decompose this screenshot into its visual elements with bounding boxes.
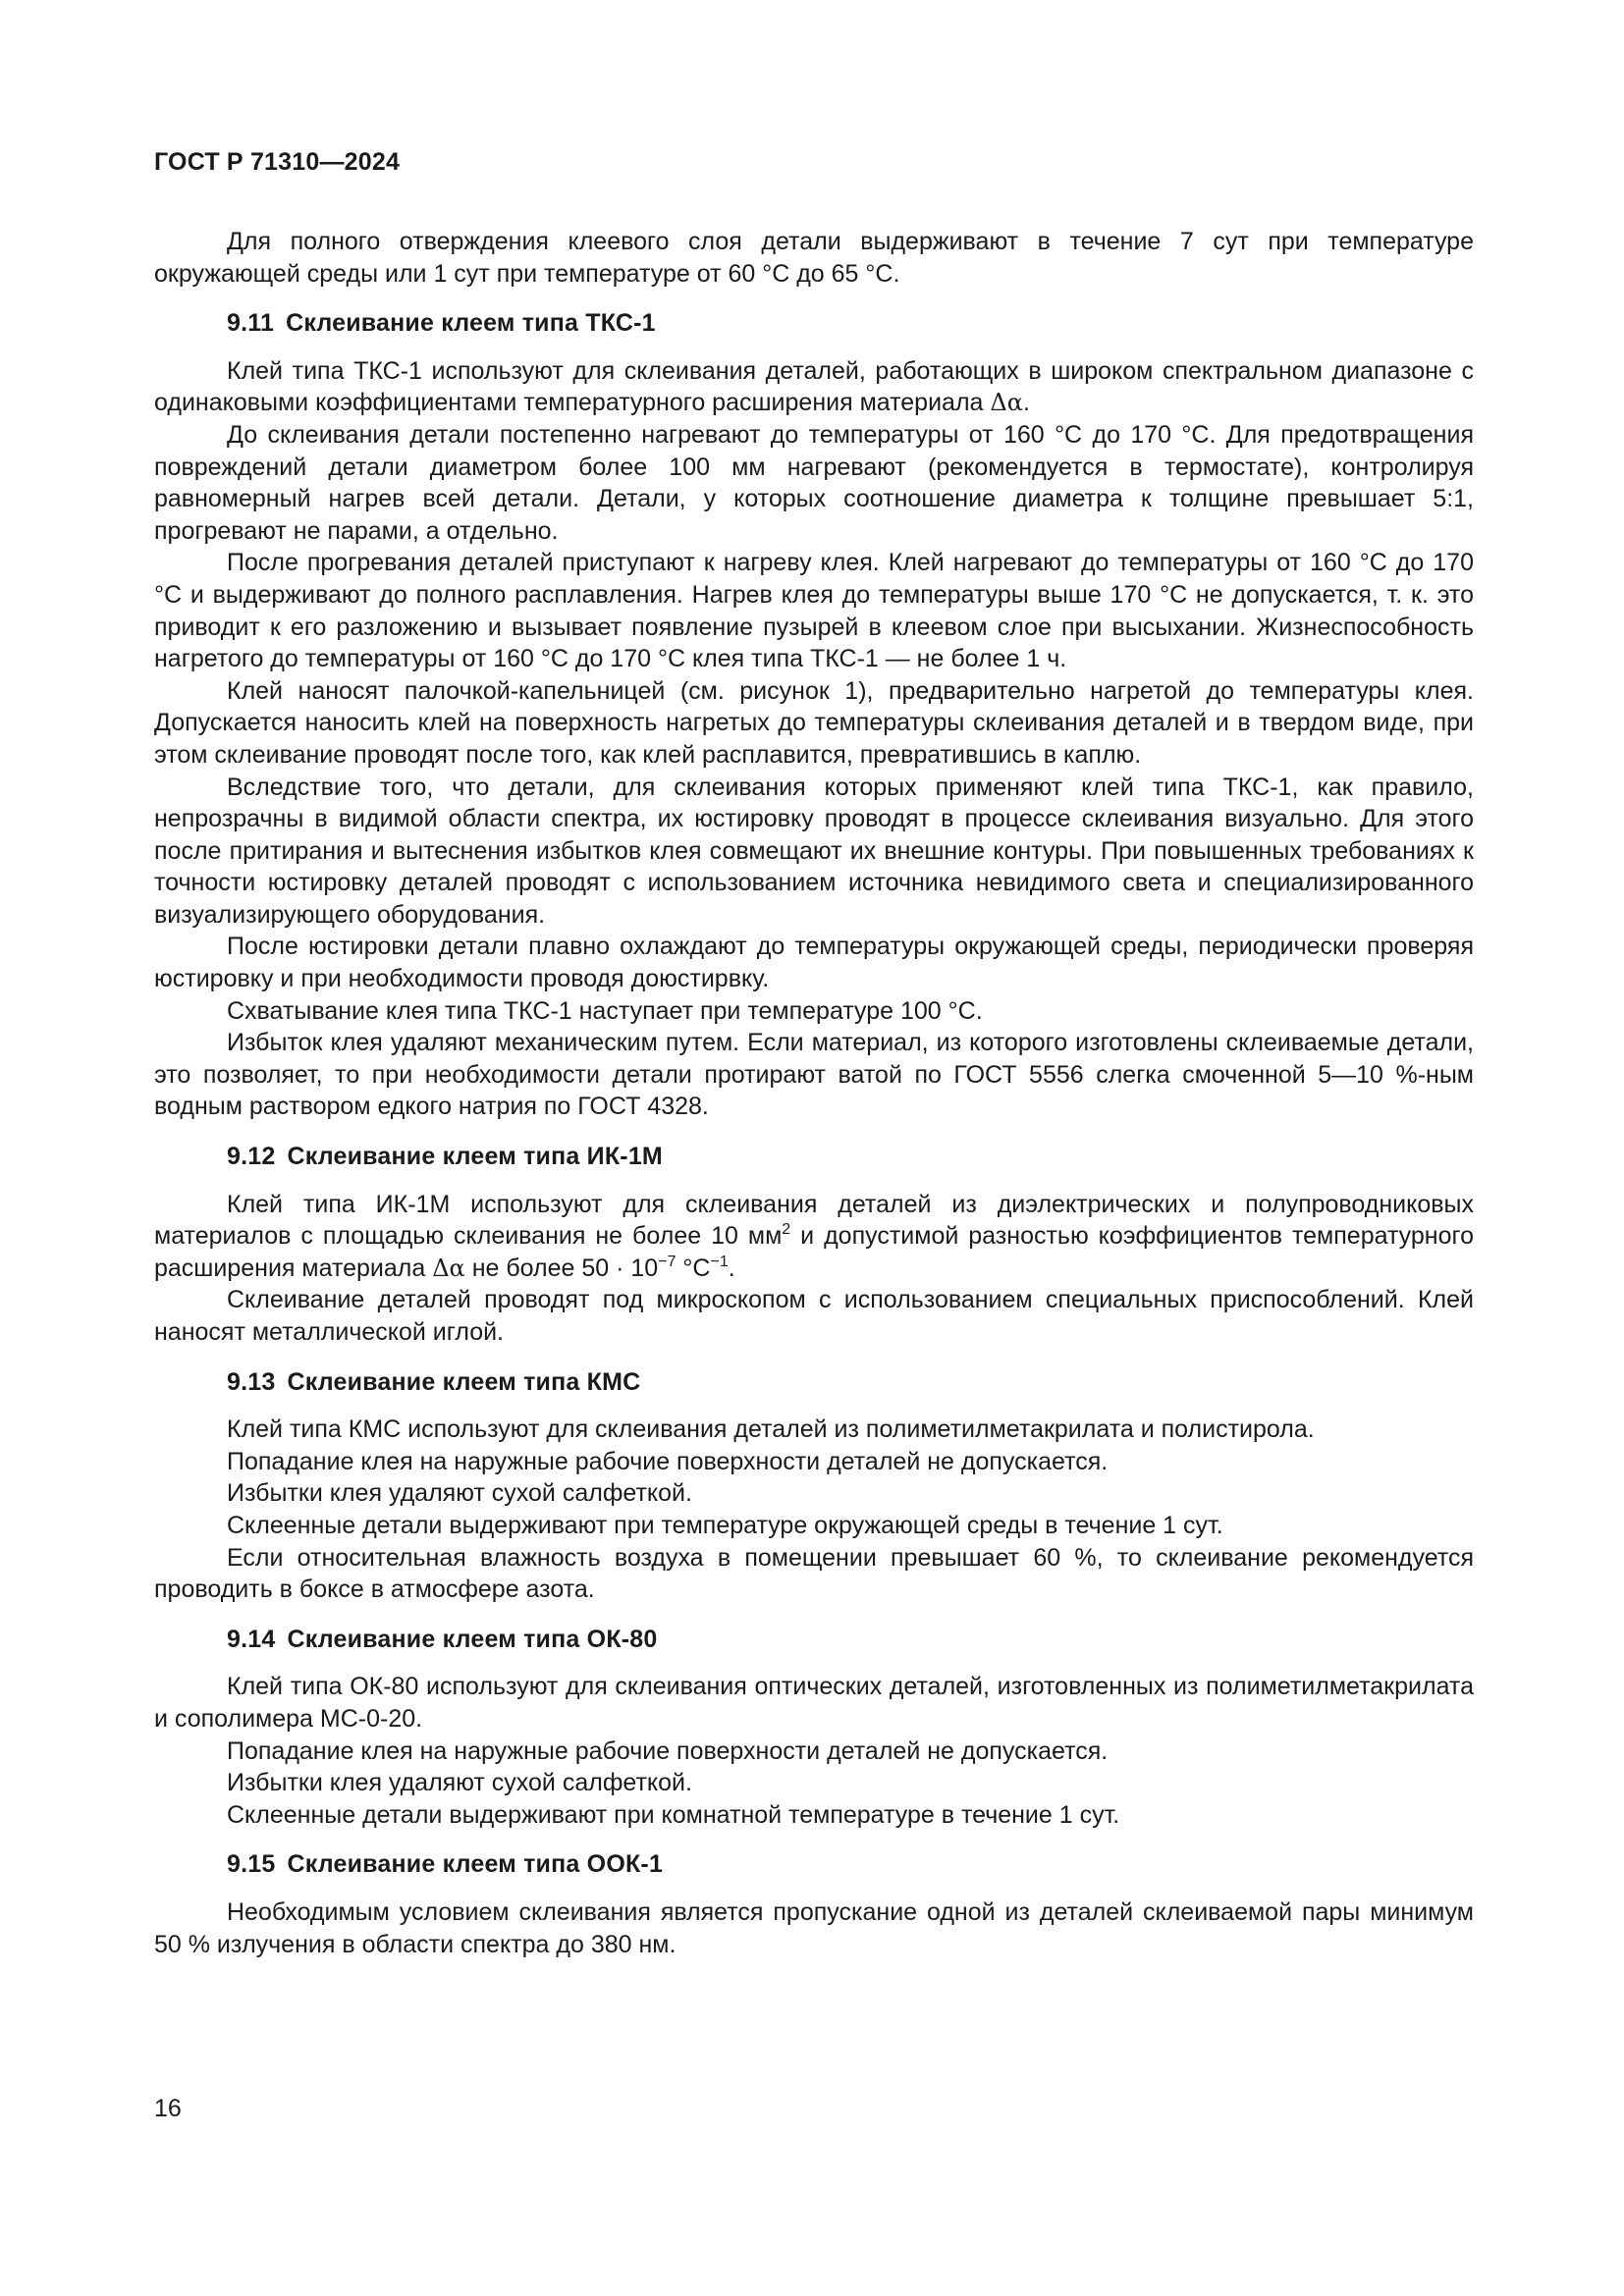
paragraph-text: и допустимой разностью коэффициентов температурного расширения материала: [154, 1222, 1474, 1282]
paragraph: Избытки клея удаляют сухой салфеткой.: [227, 1479, 692, 1508]
paragraph: До склеивания детали постепенно нагревают до температуры от 160 °С до 170 °С. Для предотвращения повреждений детали диаметром более 100 мм нагревают (рекомендуется в термостате), контролируя равномерный нагрев всей детали. Детали, у которых соотношение диаметра к толщине превышает 5:1, прогревают не парами, а отдельно.: [154, 420, 1474, 545]
section-title: Склеивание клеем типа ООК-1: [287, 1850, 664, 1879]
document-body: [154, 226, 1474, 1960]
section-title: Склеивание клеем типа ИК-1М: [287, 1143, 663, 1171]
paragraph: Вследствие того, что детали, для склеивания которых применяют клей типа ТКС-1, как правило, непрозрачны в видимой области спектра, их юстировку проводят в процессе склеивания визуально. Для этого после притирания и вытеснения избытков клея совмещают их внешние контуры. При повышенных требованиях к точности юстировку деталей проводят с использованием источника невидимого света и специализированного визуализирующего оборудования.: [154, 773, 1474, 929]
paragraph: Склеивание деталей проводят под микроскопом с использованием специальных приспособлений. Клей наносят металлической иглой.: [154, 1286, 1474, 1346]
paragraph: Склеенные детали выдерживают при комнатной температуре в течение 1 сут.: [227, 1800, 1120, 1829]
paragraph: Попадание клея на наружные рабочие поверхности деталей не допускается.: [227, 1736, 1109, 1765]
paragraph-text: °С: [676, 1254, 711, 1282]
paragraph: После прогревания деталей приступают к нагреву клея. Клей нагревают до температуры от 160 °С до 170 °С и выдерживают до полного расплавления. Нагрев клея до температуры выше 170 °С не допускается, т. к. это приводит к его разложению и вызывает появление пузырей в клеевом слое при высыхании. Жизнеспособность нагретого до температуры от 160 °С до 170 °С клея типа ТКС-1 — не более 1 ч.: [154, 549, 1474, 673]
section-title: Склеивание клеем типа КМС: [287, 1367, 641, 1396]
superscript: 2: [782, 1221, 791, 1239]
section-heading-9-14: [227, 1624, 1474, 1656]
document-code-header: ГОСТ Р 71310—2024: [154, 148, 401, 176]
paragraph: [154, 1189, 1474, 1285]
paragraph: Клей типа ОК-80 используют для склеивания оптических деталей, изготовленных из полиметилметакрилата и сополимера МС-0-20.: [154, 1673, 1474, 1733]
section-number: 9.15: [227, 1850, 276, 1879]
paragraph: Попадание клея на наружные рабочие поверхности деталей не допускается.: [227, 1447, 1109, 1475]
paragraph: [154, 355, 1474, 419]
paragraph-text: Клей типа ИК-1М используют для склеивания деталей из диэлектрических и полупроводниковых материалов с площадью склеивания не более 10 мм: [154, 1190, 1474, 1251]
section-number: 9.13: [227, 1367, 276, 1396]
section-number: 9.14: [227, 1625, 276, 1653]
section-number: 9.12: [227, 1143, 276, 1171]
paragraph: Клей типа КМС используют для склеивания деталей из полиметилметакрилата и полистирола.: [227, 1415, 1315, 1444]
paragraph: Необходимым условием склеивания является пропускание одной из деталей склеиваемой пары минимум 50 % излучения в области спектра до 380 нм.: [154, 1897, 1474, 1958]
section-heading-9-15: [227, 1848, 1474, 1881]
paragraph: Схватывание клея типа ТКС-1 наступает при температуре 100 °С.: [227, 996, 983, 1025]
paragraph-text: не более 50 · 10: [464, 1254, 659, 1282]
superscript: −7: [658, 1253, 677, 1270]
superscript: −1: [710, 1253, 729, 1270]
paragraph-text: .: [728, 1254, 735, 1282]
paragraph: Избытки клея удаляют сухой салфеткой.: [227, 1769, 692, 1797]
paragraph: Склеенные детали выдерживают при температуре окружающей среды в течение 1 сут.: [227, 1511, 1223, 1539]
delta-alpha-symbol: Δα: [990, 389, 1023, 417]
paragraph: Клей наносят палочкой-капельницей (см. рисунок 1), предварительно нагретой до температуры клея. Допускается наносить клей на поверхность нагретых до температуры склеивания деталей и в твердом виде, при этом склеивание проводят после того, как клей расплавится, превратившись в каплю.: [154, 676, 1474, 769]
page-number: 16: [154, 2095, 182, 2122]
paragraph: Избыток клея удаляют механическим путем. Если материал, из которого изготовлены склеиваемые детали, это позволяет, то при необходимости детали протирают ватой по ГОСТ 5556 слегка смоченной 5—10 %-ным водным раствором едкого натрия по ГОСТ 4328.: [154, 1029, 1474, 1121]
paragraph: Если относительная влажность воздуха в помещении превышает 60 %, то склеивание рекомендуется проводить в боксе в атмосфере азота.: [154, 1543, 1474, 1604]
paragraph-text: .: [1022, 389, 1030, 417]
section-title: Склеивание клеем типа ОК-80: [287, 1625, 658, 1653]
paragraph-text: Клей типа ТКС-1 используют для склеивания деталей, работающих в широком спектральном диапазоне с одинаковыми коэффициентами температурного расширения материала: [154, 356, 1474, 417]
delta-alpha-symbol: Δα: [432, 1254, 465, 1282]
section-heading-9-11: [227, 307, 1474, 340]
section-title: Склеивание клеем типа ТКС-1: [286, 309, 656, 338]
paragraph: После юстировки детали плавно охлаждают до температуры окружающей среды, периодически проверяя юстировку и при необходимости проводя доюстирвку.: [154, 933, 1474, 993]
section-heading-9-13: [227, 1366, 1474, 1399]
section-number: 9.11: [227, 309, 275, 338]
section-heading-9-12: [227, 1141, 1474, 1173]
paragraph-curing: Для полного отверждения клеевого слоя детали выдерживают в течение 7 сут при температуре окружающей среды или 1 сут при температуре от 60 °С до 65 °С.: [154, 228, 1474, 288]
